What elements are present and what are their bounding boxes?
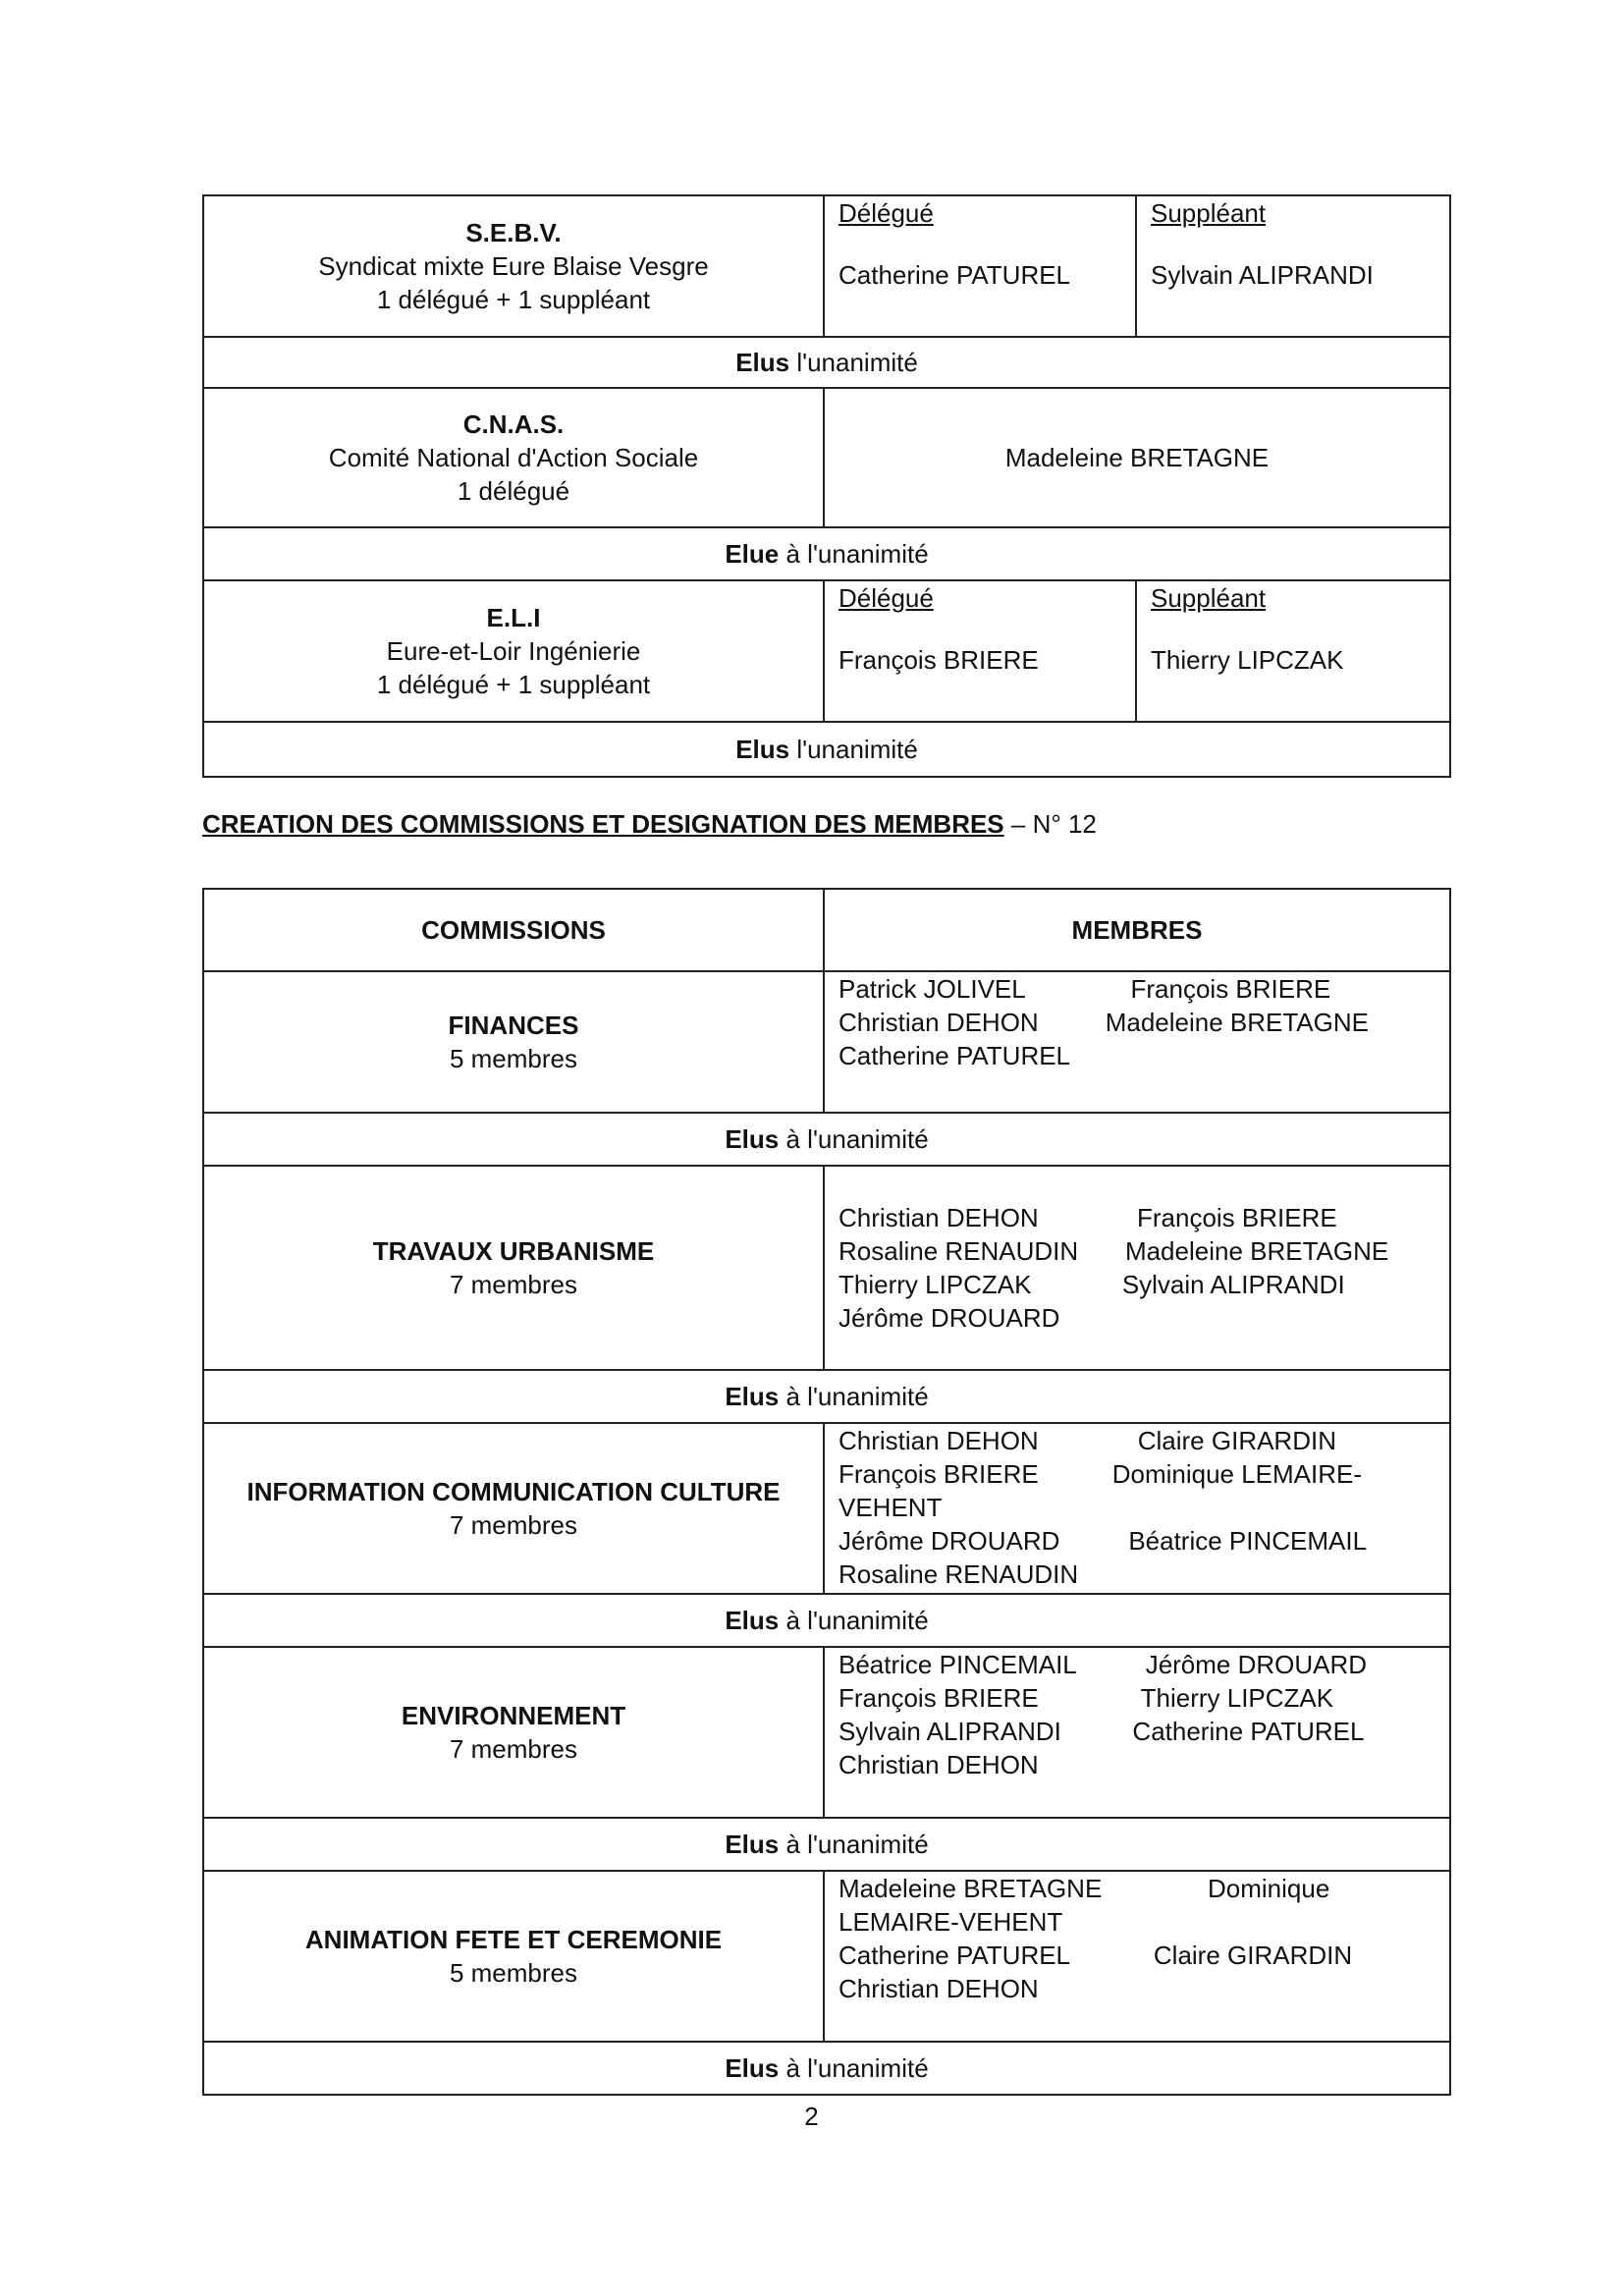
commission-count: 7 membres [449,1734,578,1764]
delegue-cell [824,195,1136,337]
member-left: Christian DEHON [839,1008,1039,1037]
vote-detail: à l'unanimité [779,539,929,569]
vote-row [203,1594,1450,1647]
vote-detail: à l'unanimité [779,1830,929,1859]
commission-name: INFORMATION COMMUNICATION CULTURE [246,1477,781,1506]
suppleant-name: Thierry LIPCZAK [1151,645,1344,675]
member-left: Rosaline RENAUDIN [839,1236,1079,1266]
vote-result [203,337,1450,388]
member-right [1039,1748,1435,1781]
organism-composition: 1 délégué + 1 suppléant [376,285,651,314]
member-right [1039,1972,1435,2005]
member-left: Béatrice PINCEMAIL [839,1650,1077,1679]
vote-verdict: Elus [725,1124,780,1154]
suppleant-name: Sylvain ALIPRANDI [1151,260,1374,290]
section-number: – N° 12 [1003,809,1097,839]
vote-result [203,1370,1450,1423]
delegue-name: Madeleine BRETAGNE [1004,443,1270,472]
vote-verdict: Elus [725,2053,780,2083]
commission-name: TRAVAUX URBANISME [372,1236,655,1266]
delegue-header: Délégué [839,583,934,613]
members-cell [824,1871,1450,2042]
commission-name: ANIMATION FETE ET CEREMONIE [304,1925,723,1954]
commission-count: 5 membres [449,1044,578,1073]
member-right: Madeleine BRETAGNE [1105,1008,1369,1037]
member-left: Christian DEHON [839,1750,1039,1779]
member-right: Claire GIRARDIN [1137,1426,1336,1455]
member-right: François BRIERE [1136,1203,1337,1232]
vote-row [203,1818,1450,1871]
member-right: Madeleine BRETAGNE [1124,1236,1389,1266]
vote-row [203,722,1450,777]
commission-row [203,1871,1450,2042]
member-left: Madeleine BRETAGNE [839,1874,1103,1903]
commission-count: 7 membres [449,1270,578,1299]
member-line [839,1268,1435,1301]
member-right [1062,1905,1435,1939]
delegue-name: François BRIERE [839,645,1039,675]
member-left: Rosaline RENAUDIN [839,1559,1079,1589]
commission-count: 5 membres [449,1958,578,1988]
member-line [839,1558,1435,1591]
section-title [202,807,1097,841]
vote-row [203,527,1450,580]
member-left: François BRIERE [839,1683,1039,1713]
section-title-text: CREATION DES COMMISSIONS ET DESIGNATION DES MEMBRES [202,809,1004,839]
vote-verdict: Elus [725,1382,780,1411]
member-left: François BRIERE [839,1459,1039,1489]
delegation-row [203,195,1450,337]
member-line [839,1457,1435,1491]
vote-verdict: Elus [735,735,790,764]
member-left: Christian DEHON [839,1974,1039,2003]
vote-detail: à l'unanimité [779,1124,929,1154]
member-right: Thierry LIPCZAK [1140,1683,1334,1713]
member-line [839,1905,1435,1939]
vote-result [203,1113,1450,1166]
member-right: Sylvain ALIPRANDI [1121,1270,1345,1299]
member-right [1070,1039,1435,1072]
page-number: 2 [804,2102,819,2131]
vote-verdict: Elus [735,348,790,377]
vote-detail: l'unanimité [789,735,918,764]
members-cell [824,971,1450,1113]
vote-row [203,2042,1450,2095]
member-line [839,1201,1435,1234]
table-header-row [203,889,1450,971]
vote-detail: à l'unanimité [779,1606,929,1635]
members-cell [824,1423,1450,1594]
commission-cell [203,971,824,1113]
organism-full-name: Eure-et-Loir Ingénierie [386,636,641,666]
organism-acronym: E.L.I [486,603,541,632]
member-right: Dominique [1208,1874,1330,1903]
vote-verdict: Elus [725,1606,780,1635]
member-left: Christian DEHON [839,1426,1039,1455]
vote-row [203,1113,1450,1166]
organism-full-name: Syndicat mixte Eure Blaise Vesgre [318,251,709,281]
delegation-row [203,388,1450,527]
vote-result [203,1818,1450,1871]
member-line [839,1524,1435,1558]
member-left: Sylvain ALIPRANDI [839,1717,1061,1746]
delegue-cell [824,580,1136,722]
vote-result [203,2042,1450,2095]
member-left: Christian DEHON [839,1203,1039,1232]
vote-row [203,1370,1450,1423]
member-right: Jérôme DROUARD [1145,1650,1368,1679]
member-line [839,972,1435,1006]
member-line [839,1648,1435,1681]
organism-composition: 1 délégué + 1 suppléant [376,670,651,699]
membres-header: MEMBRES [824,889,1450,971]
commission-row [203,1647,1450,1818]
member-right: Catherine PATUREL [1132,1717,1365,1746]
member-left: Thierry LIPCZAK [839,1270,1032,1299]
commissions-table [202,888,1451,2096]
member-left: LEMAIRE-VEHENT [839,1907,1063,1937]
organism-acronym: C.N.A.S. [462,410,565,439]
member-line [839,1006,1435,1039]
delegation-row [203,580,1450,722]
vote-result [203,527,1450,580]
member-right [1078,1558,1435,1591]
member-line [839,1972,1435,2005]
member-right: Claire GIRARDIN [1153,1941,1353,1970]
member-line [839,1491,1435,1524]
delegue-header: Délégué [839,198,934,228]
vote-detail: l'unanimité [789,348,918,377]
organism-composition: 1 délégué [457,476,570,506]
member-right: François BRIERE [1130,974,1331,1004]
delegations-table [202,194,1451,778]
member-right: Dominique LEMAIRE- [1111,1459,1363,1489]
vote-detail: à l'unanimité [779,2053,929,2083]
member-line [839,1872,1435,1905]
suppleant-header: Suppléant [1151,583,1267,613]
member-right [1059,1301,1435,1335]
delegue-name: Catherine PATUREL [839,260,1071,290]
member-left: Jérôme DROUARD [839,1303,1060,1333]
members-cell [824,1166,1450,1370]
members-cell [824,1647,1450,1818]
vote-detail: à l'unanimité [779,1382,929,1411]
vote-verdict: Elue [725,539,780,569]
commissions-header: COMMISSIONS [203,889,824,971]
commission-row [203,971,1450,1113]
delegue-cell [824,388,1450,527]
vote-result [203,722,1450,777]
commission-row [203,1166,1450,1370]
member-line [839,1681,1435,1715]
organism-cell [203,388,824,527]
suppleant-cell [1136,195,1450,337]
member-line [839,1039,1435,1072]
organism-cell [203,195,824,337]
commission-row [203,1423,1450,1594]
commission-count: 7 membres [449,1510,578,1540]
commission-cell [203,1166,824,1370]
member-line [839,1939,1435,1972]
commission-cell [203,1871,824,2042]
member-left: Patrick JOLIVEL [839,974,1026,1004]
member-line [839,1301,1435,1335]
member-line [839,1424,1435,1457]
commission-name: FINANCES [448,1011,579,1040]
organism-full-name: Comité National d'Action Sociale [328,443,699,472]
member-left: Catherine PATUREL [839,1041,1071,1070]
suppleant-header: Suppléant [1151,198,1267,228]
commission-name: ENVIRONNEMENT [401,1701,626,1730]
member-line [839,1748,1435,1781]
suppleant-cell [1136,580,1450,722]
member-left: Catherine PATUREL [839,1941,1071,1970]
member-line [839,1715,1435,1748]
member-left: VEHENT [839,1493,943,1522]
member-line [839,1234,1435,1268]
member-right [942,1491,1435,1524]
vote-result [203,1594,1450,1647]
member-left: Jérôme DROUARD [839,1526,1060,1556]
member-right: Béatrice PINCEMAIL [1128,1526,1368,1556]
organism-cell [203,580,824,722]
organism-acronym: S.E.B.V. [465,218,562,247]
commission-cell [203,1423,824,1594]
commission-cell [203,1647,824,1818]
vote-row [203,337,1450,388]
vote-verdict: Elus [725,1830,780,1859]
